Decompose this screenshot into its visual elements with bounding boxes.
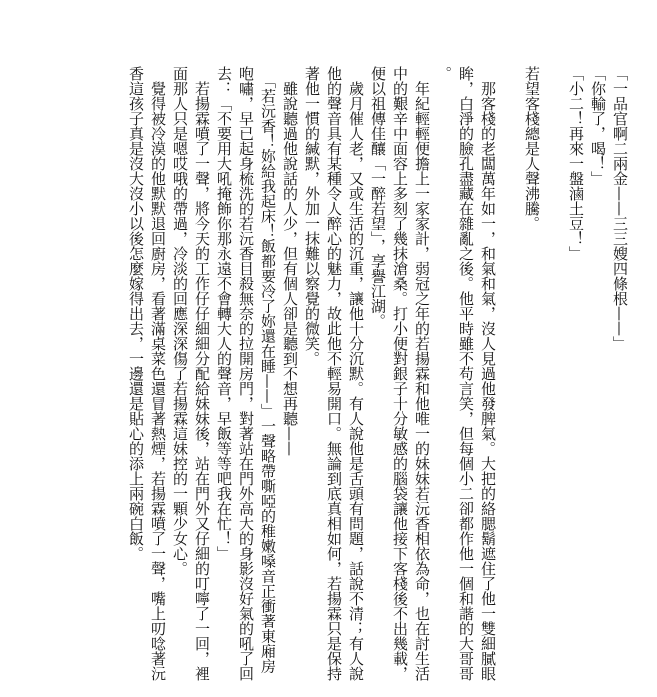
paragraph-family: 年紀輕輕便擔上一家家計，弱冠之年的若揚霖和他唯一的妹妹若沅香相依為命，也在討生活中的艱辛中面容上多刻了幾抹滄桑。打小便對銀子十分敏感的腦袋讓他接下客棧後不出幾載，便以祖傳佳釀「一醉若望」，享譽江湖。 — [369, 66, 431, 681]
paragraph-innkeeper: 那客棧的老闆萬年如一，和氣和氣，沒人見過他發脾氣。大把的絡腮鬍遮住了他一雙細膩眼眸，白淨的臉孔盡藏在雜亂之後。他平時雖不苟言笑，但每個小二卻都作他一個和諧的大哥哥。 — [435, 66, 497, 681]
paragraph-one-listener: 雖說聽過他說話的人少，但有個人卻是聽到不想再聽—— — [281, 66, 299, 456]
blank-line — [543, 66, 565, 686]
song-line-1: 「一品官啊二兩金——三三嫂四條根——」 — [611, 66, 629, 351]
dialogue-line-order-potatoes: 「小二！再來一盤滷土豆！」 — [567, 66, 585, 261]
dialogue-line-you-lost: 「你輸了，喝！」 — [589, 66, 607, 186]
paragraph-kitchen: 覺得被冷漠的他默默退回廚房，看著滿桌菜色還冒著熱煙，若揚霖噴了一聲，嘴上叨唸著沅香這孩子真是沒大沒小以後怎麼嫁得出去，一邊還是貼心的添上兩碗白飯。 — [127, 66, 167, 681]
paragraph-inn-noisy: 若望客棧總是人聲沸騰。 — [523, 66, 541, 231]
paragraph-silence: 歲月催人老，又或生活的沉重，讓他十分沉默。有人說他是舌頭有問題，話說不清；有人說他的聲音具有某種令人醉心的魅力，故此他不輕易開口。無論到底真相如何，若揚霖只是保持著他一慣的緘默，外加一抹難以察覺的微笑。 — [303, 66, 365, 681]
blank-line — [499, 66, 521, 686]
paragraph-instructions: 若揚霖噴了一聲，將今天的工作仔仔細細分配給妹妹後，站在門外又仔細的叮嚀了一回，裡面那人只是嗯哎哦的帶過，冷淡的回應深深傷了若揚霖這妹控的一顆少女心。 — [171, 66, 211, 681]
paragraph-wake-up: 「若沅香！妳給我起床！飯都要冷了妳還在睡——」一聲略帶嘶啞的稚嫩嗓音正衝著東廂房咆嘯，早已起身梳洗的若沅香目殺無奈的拉開房門，對著站在門外高大的身影沒好氣的吼了回去：「不要用大吼掩飾你那永遠不會轉大人的聲音，早飯等等吧我在忙！」 — [215, 66, 277, 681]
vertical-text-body — [125, 66, 631, 686]
